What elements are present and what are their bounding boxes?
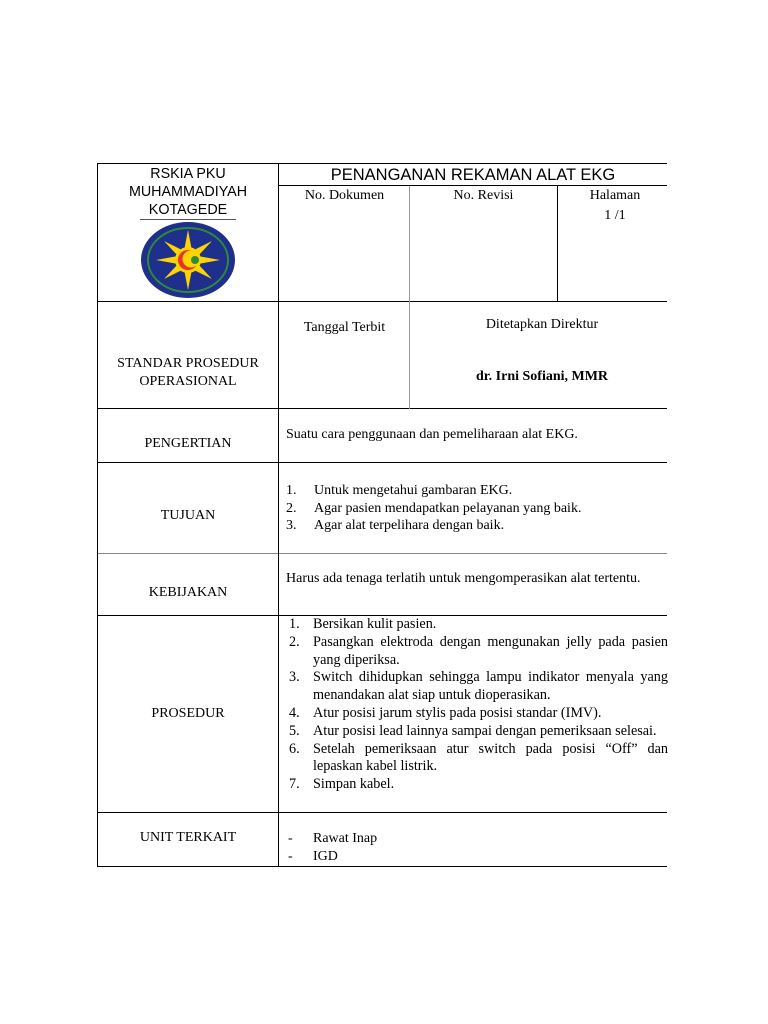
director-name: dr. Irni Sofiani, MMR — [475, 369, 609, 384]
kebijakan-label: KEBIJAKAN — [148, 585, 228, 600]
list-item: 1. Untuk mengetahui gambaran EKG. — [286, 483, 513, 498]
list-item: 7. Simpan kabel. — [280, 776, 668, 794]
document-title: PENANGANAN REKAMAN ALAT EKG — [330, 166, 616, 184]
list-item: 2. Agar pasien mendapatkan pelayanan yang baik. — [286, 500, 582, 516]
tujuan-label: TUJUAN — [160, 508, 216, 523]
divider-header — [97, 301, 667, 302]
prosedur-item-6: Setelah pemeriksaan atur switch pada posisi “Off” dan lepaskan kabel listrik. — [313, 740, 668, 775]
sop-label-line-1: STANDAR PROSEDUR — [117, 356, 259, 371]
prosedur-item-4: Atur posisi jarum stylis pada posisi standar (IMV). — [313, 704, 602, 721]
tujuan-item-1: Untuk mengetahui gambaran EKG. — [314, 483, 513, 498]
sop-label — [98, 355, 278, 391]
tanggal-terbit-label: Tanggal Terbit — [303, 320, 386, 335]
unit-terkait-label: UNIT TERKAIT — [139, 830, 237, 845]
pengertian-label: PENGERTIAN — [144, 436, 232, 451]
prosedur-item-3: Switch dihidupkan sehingga lampu indikator menyala yang menandakan alat siap untuk dioperasikan. — [313, 669, 668, 704]
list-item: 2. Pasangkan elektroda dengan mengunakan jelly pada pasien yang diperiksa. — [289, 633, 668, 668]
prosedur-list — [280, 616, 668, 794]
prosedur-item-7: Simpan kabel. — [313, 776, 395, 793]
divider-prosedur — [97, 812, 667, 813]
pengertian-text: Suatu cara penggunaan dan pemeliharaan alat EKG. — [286, 427, 578, 442]
no-dokumen-label: No. Dokumen — [304, 188, 385, 203]
divider-revisi-halaman — [557, 186, 558, 302]
list-item: 3. Agar alat terpelihara dengan baik. — [286, 518, 505, 533]
prosedur-item-5: Atur posisi lead lainnya sampai dengan pemeriksaan selesai. — [313, 722, 657, 739]
list-item: - Rawat Inap — [288, 831, 378, 846]
prosedur-item-1: Bersikan kulit pasien. — [313, 616, 437, 632]
divider-sop — [97, 408, 667, 409]
unit-terkait-list — [280, 830, 666, 866]
list-item: 4. Atur posisi jarum stylis pada posisi standar (IMV). — [280, 705, 668, 723]
divider-tujuan — [97, 553, 667, 554]
tujuan-item-3: Agar alat terpelihara dengan baik. — [314, 518, 505, 533]
institution-line-2: MUHAMMADIYAH — [128, 184, 248, 200]
institution-line-1: RSKIA PKU — [150, 166, 226, 182]
tujuan-item-2: Agar pasien mendapatkan pelayanan yang baik. — [314, 500, 582, 516]
divider-pengertian — [97, 462, 667, 463]
institution-line-3: KOTAGEDE — [148, 202, 228, 218]
sop-label-line-2: OPERASIONAL — [139, 374, 237, 389]
tujuan-list — [280, 482, 666, 535]
unit-item-2: IGD — [313, 849, 338, 864]
kebijakan-text: Harus ada tenaga terlatih untuk mengomperasikan alat tertentu. — [286, 571, 641, 586]
list-item: 5. Atur posisi lead lainnya sampai dengan pemeriksaan selesai. — [280, 723, 668, 741]
table-border-bottom — [97, 866, 667, 867]
list-item: 3. Switch dihidupkan sehingga lampu indikator menyala yang menandakan alat siap untuk dioperasikan. — [289, 669, 668, 704]
logo-underline — [140, 219, 236, 220]
halaman-label: Halaman — [589, 188, 641, 203]
institution-name — [98, 165, 278, 219]
list-item: 6. Setelah pemeriksaan atur switch pada posisi “Off” dan lepaskan kabel listrik. — [289, 740, 668, 775]
prosedur-label: PROSEDUR — [151, 706, 225, 721]
list-item: 1. Bersikan kulit pasien. — [280, 616, 668, 634]
list-item: - IGD — [288, 849, 338, 864]
prosedur-item-2: Pasangkan elektroda dengan mengunakan jelly pada pasien yang diperiksa. — [313, 633, 668, 668]
muhammadiyah-logo-icon — [140, 221, 237, 299]
table-border-top — [97, 163, 667, 164]
divider-title — [279, 185, 667, 186]
ditetapkan-label: Ditetapkan Direktur — [485, 317, 599, 332]
unit-item-1: Rawat Inap — [313, 831, 378, 846]
column-divider — [278, 163, 279, 867]
halaman-value: 1 /1 — [604, 208, 626, 223]
no-revisi-label: No. Revisi — [453, 188, 514, 203]
